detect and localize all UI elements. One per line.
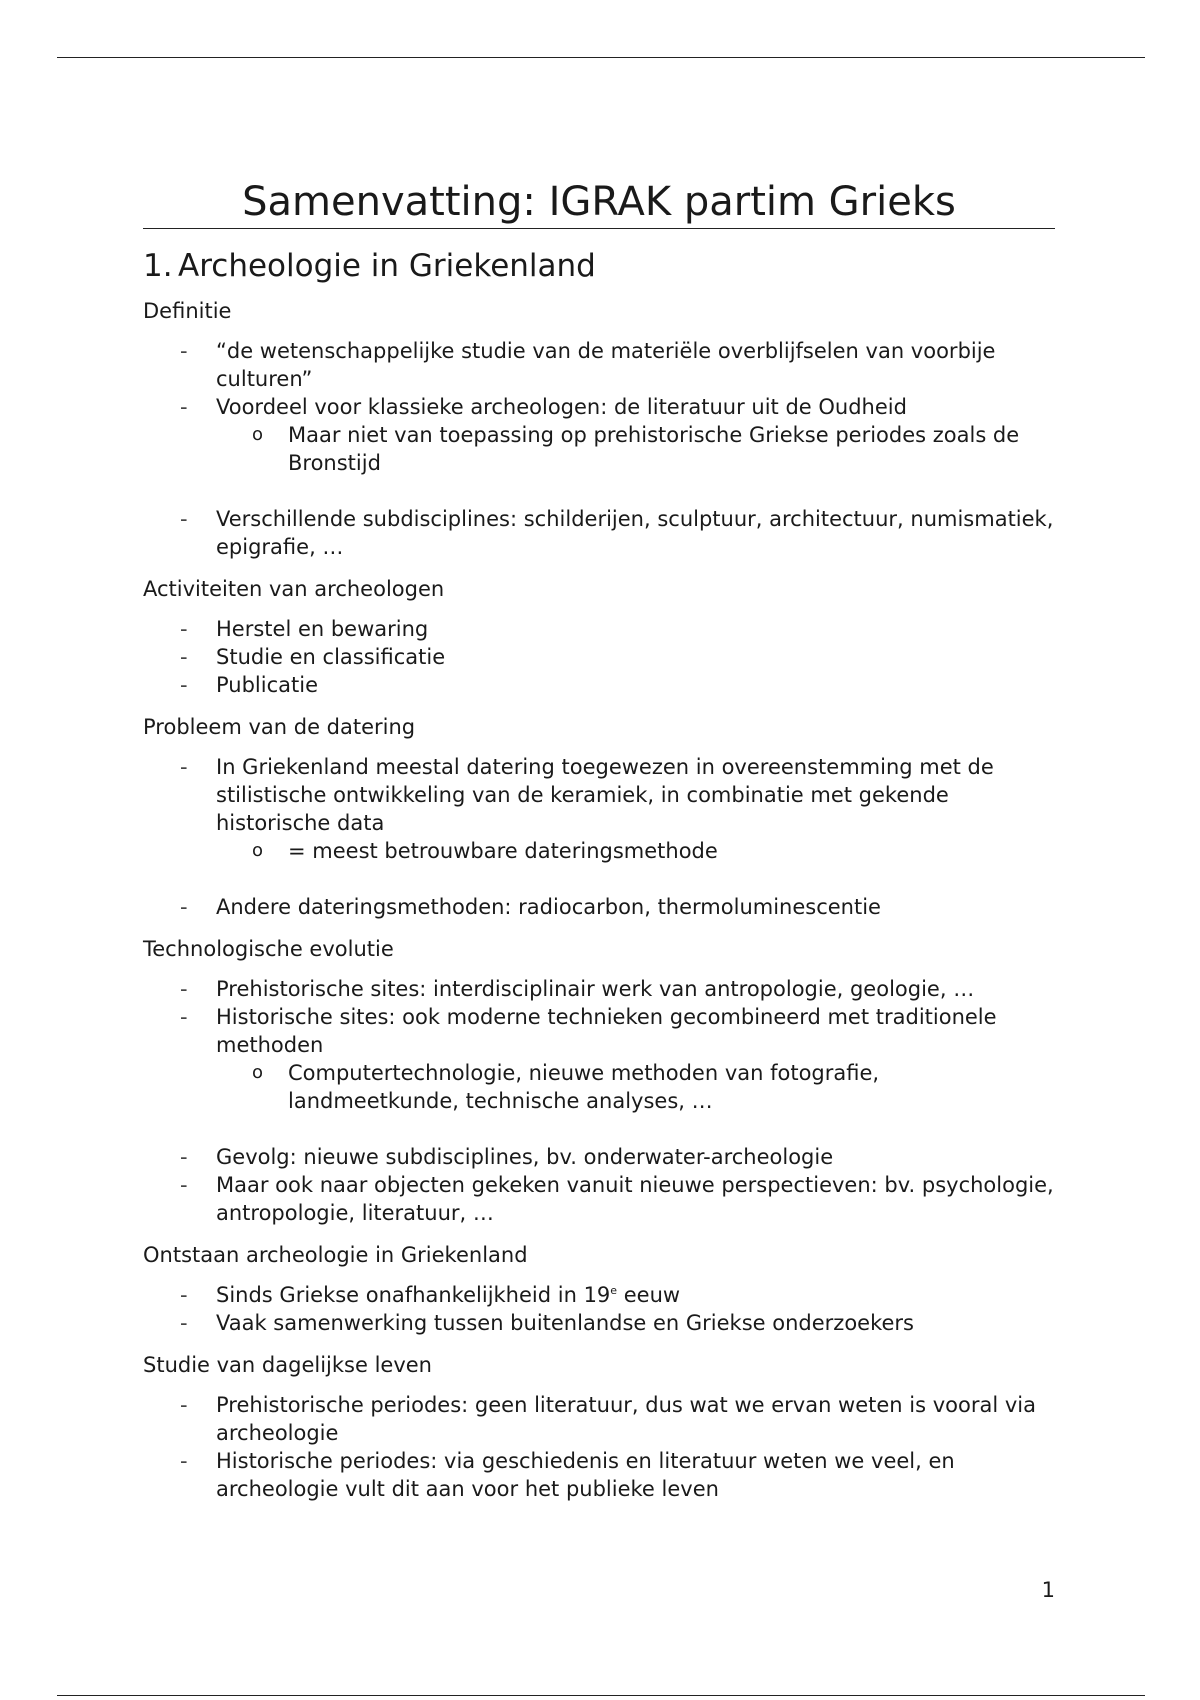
list-item-text: Voordeel voor klassieke archeologen: de literatuur uit de Oudheid <box>216 395 907 419</box>
list-item-text: Herstel en bewaring <box>216 617 429 641</box>
section-title: Ontstaan archeologie in Griekenland <box>143 1243 528 1267</box>
circle-bullet: o <box>252 840 264 861</box>
dash-bullet: - <box>180 395 188 419</box>
page-bottom-rule <box>57 1695 1145 1696</box>
list-item-text-start: Sinds Griekse onafhankelijkheid in 19 <box>216 1283 611 1307</box>
sub-list-item <box>216 837 1055 865</box>
chapter-number: 1. <box>143 248 173 284</box>
list-item-text: Historische sites: ook moderne technieken gecombineerd met traditionele methoden <box>216 1005 997 1057</box>
list-item-text: Andere dateringsmethoden: radiocarbon, thermoluminescentie <box>216 895 881 919</box>
section-title: Technologische evolutie <box>143 937 394 961</box>
section-technologie <box>143 935 1055 1227</box>
dash-bullet: - <box>180 507 188 531</box>
dash-bullet: - <box>180 1283 188 1307</box>
list-item-text: Prehistorische sites: interdisciplinair werk van antropologie, geologie, … <box>216 977 975 1001</box>
list-item <box>143 753 1055 865</box>
list-item-text: Publicatie <box>216 673 319 697</box>
circle-bullet: o <box>252 424 264 445</box>
list-item-text: Maar ook naar objecten gekeken vanuit nieuwe perspectieven: bv. psychologie, antropologie, literatuur, … <box>216 1173 1054 1225</box>
section-title: Definitie <box>143 299 232 323</box>
dash-bullet: - <box>180 1173 188 1197</box>
title-underline <box>143 228 1055 229</box>
list-item <box>143 671 1055 699</box>
dash-bullet: - <box>180 617 188 641</box>
list-item <box>143 1171 1055 1227</box>
sub-list-item <box>216 421 1055 477</box>
sub-list-item-text: Computertechnologie, nieuwe methoden van fotografie, landmeetkunde, technische analyses, … <box>288 1061 880 1113</box>
section-title: Studie van dagelijkse leven <box>143 1353 432 1377</box>
section-dagelijks <box>143 1351 1055 1503</box>
section-datering <box>143 713 1055 921</box>
sub-list-item <box>216 1059 1055 1115</box>
sub-list-item-text: Maar niet van toepassing op prehistorische Griekse periodes zoals de Bronstijd <box>288 423 1020 475</box>
sub-list-item-text: = meest betrouwbare dateringsmethode <box>288 839 718 863</box>
list-item <box>143 1281 1055 1309</box>
sub-bullet-list <box>216 421 1055 477</box>
dash-bullet: - <box>180 1449 188 1473</box>
dash-bullet: - <box>180 755 188 779</box>
list-item-text: Verschillende subdisciplines: schilderijen, sculptuur, architectuur, numismatiek, epigrafie, … <box>216 507 1054 559</box>
sub-bullet-list <box>216 1059 1055 1115</box>
dash-bullet: - <box>180 339 188 363</box>
dash-bullet: - <box>180 645 188 669</box>
list-item-text: Prehistorische periodes: geen literatuur, dus wat we ervan weten is vooral via archeologie <box>216 1393 1037 1445</box>
superscript: e <box>610 1284 618 1297</box>
dash-bullet: - <box>180 673 188 697</box>
bullet-list <box>143 975 1055 1227</box>
dash-bullet: - <box>180 977 188 1001</box>
bullet-list <box>143 753 1055 921</box>
chapter-title: Archeologie in Griekenland <box>178 248 596 284</box>
dash-bullet: - <box>180 895 188 919</box>
list-item <box>143 615 1055 643</box>
dash-bullet: - <box>180 1393 188 1417</box>
list-item <box>143 1143 1055 1171</box>
bullet-list <box>143 337 1055 561</box>
dash-bullet: - <box>180 1311 188 1335</box>
chapter-heading <box>143 244 1055 288</box>
list-item <box>143 975 1055 1003</box>
list-item-text: “de wetenschappelijke studie van de materiële overblijfselen van voorbije culturen” <box>216 339 996 391</box>
dash-bullet: - <box>180 1145 188 1169</box>
section-activiteiten <box>143 575 1055 699</box>
list-item <box>143 393 1055 477</box>
list-item <box>143 643 1055 671</box>
list-item-text: Studie en classificatie <box>216 645 446 669</box>
list-item <box>143 505 1055 561</box>
page-top-rule <box>57 57 1145 58</box>
bullet-list <box>143 1281 1055 1337</box>
document-body <box>143 244 1055 1517</box>
bullet-list <box>143 1391 1055 1503</box>
page-number: 1 <box>1041 1578 1055 1602</box>
list-item-text: Historische periodes: via geschiedenis en literatuur weten we veel, en archeologie vult dit aan voor het publieke leven <box>216 1449 955 1501</box>
list-item-text: Gevolg: nieuwe subdisciplines, bv. onderwater-archeologie <box>216 1145 834 1169</box>
sub-bullet-list <box>216 837 1055 865</box>
bullet-list <box>143 615 1055 699</box>
list-item <box>143 893 1055 921</box>
section-title: Probleem van de datering <box>143 715 416 739</box>
list-item <box>143 337 1055 393</box>
list-item-text: Vaak samenwerking tussen buitenlandse en Griekse onderzoekers <box>216 1311 914 1335</box>
section-title: Activiteiten van archeologen <box>143 577 445 601</box>
dash-bullet: - <box>180 1005 188 1029</box>
list-item <box>143 1391 1055 1447</box>
list-item <box>143 1003 1055 1115</box>
list-item-text: In Griekenland meestal datering toegewezen in overeenstemming met de stilistische ontwikkeling van de keramiek, in combinatie met gekende historische data <box>216 755 994 835</box>
document-title: Samenvatting: IGRAK partim Grieks <box>242 179 956 225</box>
list-item <box>143 1309 1055 1337</box>
section-ontstaan <box>143 1241 1055 1337</box>
list-item-text-end: eeuw <box>617 1283 681 1307</box>
section-definitie <box>143 297 1055 561</box>
list-item <box>143 1447 1055 1503</box>
circle-bullet: o <box>252 1062 264 1083</box>
